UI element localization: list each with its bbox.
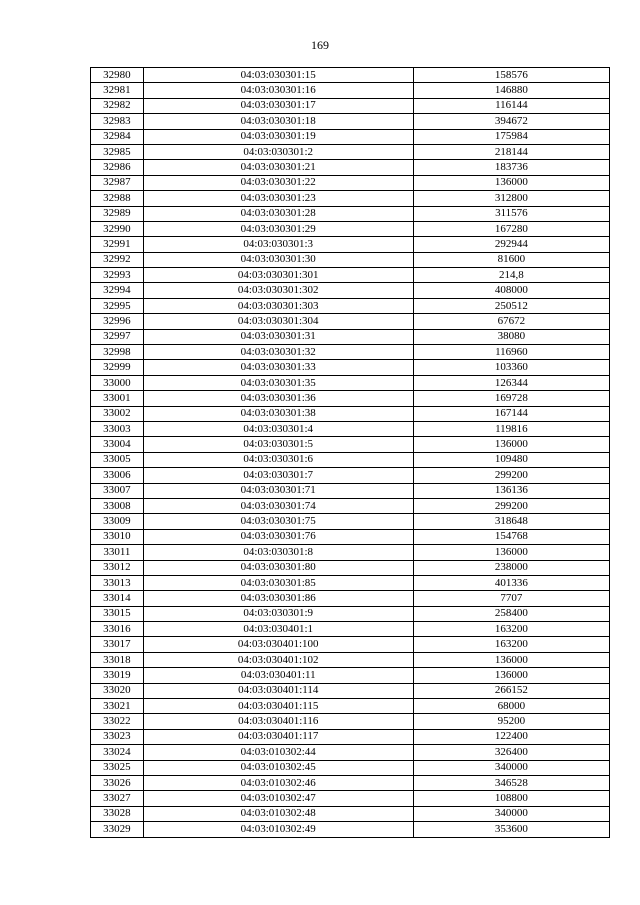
- table-row: [91, 160, 610, 175]
- value-cell: 68000: [413, 699, 609, 714]
- table-row: [91, 622, 610, 637]
- value-cell: 136000: [413, 668, 609, 683]
- value-cell: 163200: [413, 637, 609, 652]
- row-number-cell: 32981: [91, 83, 144, 98]
- cadastral-number-cell: 04:03:030301:71: [143, 483, 413, 498]
- row-number-cell: 33021: [91, 699, 144, 714]
- cadastral-number-cell: 04:03:030301:31: [143, 329, 413, 344]
- value-cell: 146880: [413, 83, 609, 98]
- value-cell: 95200: [413, 714, 609, 729]
- table-row: [91, 329, 610, 344]
- row-number-cell: 32993: [91, 268, 144, 283]
- table-row: [91, 652, 610, 667]
- table-row: [91, 237, 610, 252]
- value-cell: 401336: [413, 575, 609, 590]
- cadastral-number-cell: 04:03:030401:100: [143, 637, 413, 652]
- value-cell: 167280: [413, 221, 609, 236]
- cadastral-number-cell: 04:03:030301:35: [143, 375, 413, 390]
- row-number-cell: 33011: [91, 545, 144, 560]
- table-row: [91, 68, 610, 83]
- table-row: [91, 483, 610, 498]
- table-row: [91, 129, 610, 144]
- row-number-cell: 33022: [91, 714, 144, 729]
- table-row: [91, 529, 610, 544]
- table-row: [91, 345, 610, 360]
- table-row: [91, 729, 610, 744]
- cadastral-number-cell: 04:03:030301:17: [143, 98, 413, 113]
- value-cell: 7707: [413, 591, 609, 606]
- row-number-cell: 32990: [91, 221, 144, 236]
- row-number-cell: 33000: [91, 375, 144, 390]
- row-number-cell: 33009: [91, 514, 144, 529]
- value-cell: 122400: [413, 729, 609, 744]
- cadastral-number-cell: 04:03:030301:28: [143, 206, 413, 221]
- row-number-cell: 33020: [91, 683, 144, 698]
- value-cell: 136000: [413, 175, 609, 190]
- row-number-cell: 32982: [91, 98, 144, 113]
- cadastral-number-cell: 04:03:030301:9: [143, 606, 413, 621]
- row-number-cell: 33013: [91, 575, 144, 590]
- row-number-cell: 33012: [91, 560, 144, 575]
- cadastral-number-cell: 04:03:030301:29: [143, 221, 413, 236]
- cadastral-number-cell: 04:03:010302:44: [143, 745, 413, 760]
- value-cell: 183736: [413, 160, 609, 175]
- cadastral-number-cell: 04:03:030301:3: [143, 237, 413, 252]
- row-number-cell: 32999: [91, 360, 144, 375]
- value-cell: 136000: [413, 652, 609, 667]
- row-number-cell: 32998: [91, 345, 144, 360]
- value-cell: 346528: [413, 775, 609, 790]
- cadastral-number-cell: 04:03:030301:304: [143, 314, 413, 329]
- cadastral-number-cell: 04:03:030301:2: [143, 144, 413, 159]
- row-number-cell: 32988: [91, 191, 144, 206]
- value-cell: 299200: [413, 498, 609, 513]
- row-number-cell: 32992: [91, 252, 144, 267]
- row-number-cell: 32987: [91, 175, 144, 190]
- value-cell: 353600: [413, 822, 609, 837]
- cadastral-number-cell: 04:03:030301:80: [143, 560, 413, 575]
- table-row: [91, 575, 610, 590]
- row-number-cell: 32997: [91, 329, 144, 344]
- cadastral-number-cell: 04:03:030301:6: [143, 452, 413, 467]
- cadastral-number-cell: 04:03:030401:115: [143, 699, 413, 714]
- cadastral-number-cell: 04:03:030401:11: [143, 668, 413, 683]
- value-cell: 38080: [413, 329, 609, 344]
- value-cell: 119816: [413, 421, 609, 436]
- value-cell: 116960: [413, 345, 609, 360]
- cadastral-number-cell: 04:03:030401:102: [143, 652, 413, 667]
- table-row: [91, 83, 610, 98]
- row-number-cell: 32996: [91, 314, 144, 329]
- value-cell: 67672: [413, 314, 609, 329]
- row-number-cell: 33023: [91, 729, 144, 744]
- row-number-cell: 33015: [91, 606, 144, 621]
- cadastral-number-cell: 04:03:030301:32: [143, 345, 413, 360]
- table-row: [91, 760, 610, 775]
- table-row: [91, 298, 610, 313]
- row-number-cell: 33016: [91, 622, 144, 637]
- table-row: [91, 714, 610, 729]
- table-row: [91, 668, 610, 683]
- table-row: [91, 268, 610, 283]
- registry-table-body: [91, 68, 610, 838]
- value-cell: 163200: [413, 622, 609, 637]
- cadastral-number-cell: 04:03:010302:48: [143, 806, 413, 821]
- cadastral-number-cell: 04:03:030401:1: [143, 622, 413, 637]
- table-row: [91, 206, 610, 221]
- table-row: [91, 221, 610, 236]
- value-cell: 108800: [413, 791, 609, 806]
- table-row: [91, 468, 610, 483]
- row-number-cell: 33005: [91, 452, 144, 467]
- table-row: [91, 699, 610, 714]
- value-cell: 218144: [413, 144, 609, 159]
- value-cell: 250512: [413, 298, 609, 313]
- table-row: [91, 437, 610, 452]
- row-number-cell: 33024: [91, 745, 144, 760]
- cadastral-number-cell: 04:03:030301:30: [143, 252, 413, 267]
- value-cell: 136136: [413, 483, 609, 498]
- table-row: [91, 144, 610, 159]
- value-cell: 408000: [413, 283, 609, 298]
- row-number-cell: 33010: [91, 529, 144, 544]
- row-number-cell: 33004: [91, 437, 144, 452]
- value-cell: 266152: [413, 683, 609, 698]
- table-row: [91, 175, 610, 190]
- value-cell: 340000: [413, 760, 609, 775]
- cadastral-number-cell: 04:03:010302:49: [143, 822, 413, 837]
- row-number-cell: 32995: [91, 298, 144, 313]
- row-number-cell: 33018: [91, 652, 144, 667]
- table-row: [91, 498, 610, 513]
- cadastral-number-cell: 04:03:030301:4: [143, 421, 413, 436]
- row-number-cell: 33006: [91, 468, 144, 483]
- page-number: 169: [311, 38, 329, 52]
- row-number-cell: 32980: [91, 68, 144, 83]
- value-cell: 299200: [413, 468, 609, 483]
- row-number-cell: 33003: [91, 421, 144, 436]
- value-cell: 292944: [413, 237, 609, 252]
- cadastral-number-cell: 04:03:010302:45: [143, 760, 413, 775]
- table-row: [91, 775, 610, 790]
- row-number-cell: 32989: [91, 206, 144, 221]
- value-cell: 109480: [413, 452, 609, 467]
- row-number-cell: 33028: [91, 806, 144, 821]
- table-row: [91, 375, 610, 390]
- cadastral-number-cell: 04:03:030401:117: [143, 729, 413, 744]
- table-row: [91, 114, 610, 129]
- table-row: [91, 637, 610, 652]
- cadastral-number-cell: 04:03:030301:38: [143, 406, 413, 421]
- value-cell: 326400: [413, 745, 609, 760]
- table-row: [91, 360, 610, 375]
- table-row: [91, 514, 610, 529]
- cadastral-number-cell: 04:03:030301:74: [143, 498, 413, 513]
- value-cell: 238000: [413, 560, 609, 575]
- cadastral-number-cell: 04:03:030301:8: [143, 545, 413, 560]
- row-number-cell: 32984: [91, 129, 144, 144]
- table-row: [91, 606, 610, 621]
- cadastral-number-cell: 04:03:030301:86: [143, 591, 413, 606]
- cadastral-number-cell: 04:03:030301:75: [143, 514, 413, 529]
- value-cell: 394672: [413, 114, 609, 129]
- cadastral-number-cell: 04:03:030401:114: [143, 683, 413, 698]
- table-row: [91, 683, 610, 698]
- table-row: [91, 452, 610, 467]
- cadastral-number-cell: 04:03:030401:116: [143, 714, 413, 729]
- cadastral-number-cell: 04:03:030301:21: [143, 160, 413, 175]
- cadastral-number-cell: 04:03:030301:18: [143, 114, 413, 129]
- table-row: [91, 314, 610, 329]
- table-row: [91, 822, 610, 837]
- table-row: [91, 406, 610, 421]
- value-cell: 340000: [413, 806, 609, 821]
- value-cell: 312800: [413, 191, 609, 206]
- row-number-cell: 33019: [91, 668, 144, 683]
- value-cell: 169728: [413, 391, 609, 406]
- cadastral-number-cell: 04:03:030301:5: [143, 437, 413, 452]
- value-cell: 258400: [413, 606, 609, 621]
- cadastral-number-cell: 04:03:010302:47: [143, 791, 413, 806]
- row-number-cell: 32991: [91, 237, 144, 252]
- registry-table: [90, 67, 610, 838]
- value-cell: 154768: [413, 529, 609, 544]
- value-cell: 126344: [413, 375, 609, 390]
- row-number-cell: 33008: [91, 498, 144, 513]
- cadastral-number-cell: 04:03:030301:303: [143, 298, 413, 313]
- row-number-cell: 33014: [91, 591, 144, 606]
- cadastral-number-cell: 04:03:030301:22: [143, 175, 413, 190]
- row-number-cell: 32994: [91, 283, 144, 298]
- cadastral-number-cell: 04:03:030301:36: [143, 391, 413, 406]
- value-cell: 103360: [413, 360, 609, 375]
- row-number-cell: 33026: [91, 775, 144, 790]
- row-number-cell: 33029: [91, 822, 144, 837]
- value-cell: 81600: [413, 252, 609, 267]
- cadastral-number-cell: 04:03:030301:23: [143, 191, 413, 206]
- row-number-cell: 33017: [91, 637, 144, 652]
- table-row: [91, 421, 610, 436]
- table-row: [91, 806, 610, 821]
- table-row: [91, 191, 610, 206]
- value-cell: 214,8: [413, 268, 609, 283]
- row-number-cell: 33001: [91, 391, 144, 406]
- row-number-cell: 33007: [91, 483, 144, 498]
- table-row: [91, 545, 610, 560]
- cadastral-number-cell: 04:03:030301:301: [143, 268, 413, 283]
- row-number-cell: 32983: [91, 114, 144, 129]
- value-cell: 136000: [413, 437, 609, 452]
- value-cell: 311576: [413, 206, 609, 221]
- value-cell: 158576: [413, 68, 609, 83]
- row-number-cell: 32986: [91, 160, 144, 175]
- table-row: [91, 252, 610, 267]
- table-row: [91, 745, 610, 760]
- cadastral-number-cell: 04:03:030301:85: [143, 575, 413, 590]
- table-row: [91, 98, 610, 113]
- value-cell: 167144: [413, 406, 609, 421]
- table-row: [91, 391, 610, 406]
- table-row: [91, 560, 610, 575]
- cadastral-number-cell: 04:03:030301:7: [143, 468, 413, 483]
- table-row: [91, 283, 610, 298]
- table-row: [91, 591, 610, 606]
- value-cell: 136000: [413, 545, 609, 560]
- value-cell: 318648: [413, 514, 609, 529]
- row-number-cell: 32985: [91, 144, 144, 159]
- value-cell: 116144: [413, 98, 609, 113]
- cadastral-number-cell: 04:03:030301:33: [143, 360, 413, 375]
- cadastral-number-cell: 04:03:030301:16: [143, 83, 413, 98]
- cadastral-number-cell: 04:03:030301:19: [143, 129, 413, 144]
- cadastral-number-cell: 04:03:030301:302: [143, 283, 413, 298]
- row-number-cell: 33027: [91, 791, 144, 806]
- row-number-cell: 33002: [91, 406, 144, 421]
- table-row: [91, 791, 610, 806]
- value-cell: 175984: [413, 129, 609, 144]
- row-number-cell: 33025: [91, 760, 144, 775]
- cadastral-number-cell: 04:03:030301:15: [143, 68, 413, 83]
- cadastral-number-cell: 04:03:010302:46: [143, 775, 413, 790]
- cadastral-number-cell: 04:03:030301:76: [143, 529, 413, 544]
